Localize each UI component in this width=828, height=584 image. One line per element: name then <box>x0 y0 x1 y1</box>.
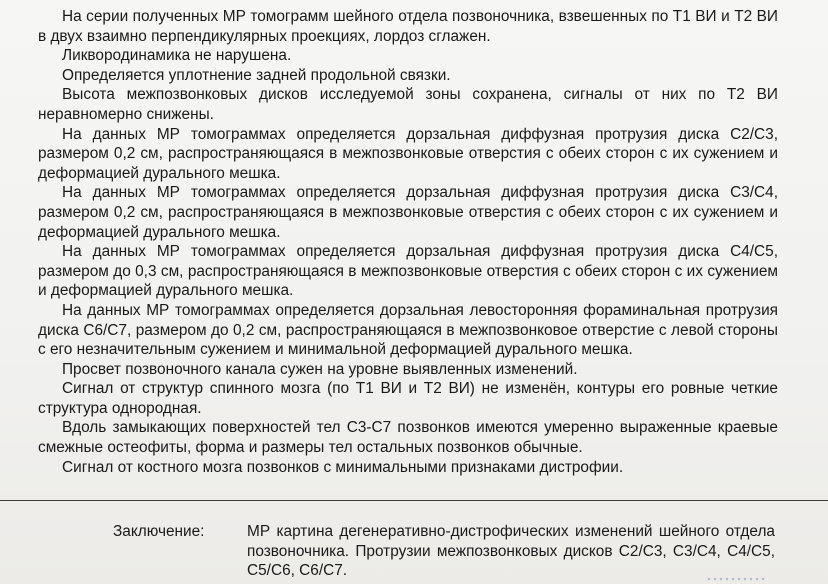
paragraph-osteophytes: Вдоль замыкающих поверхностей тел С3-С7 позвонков имеются умеренно выраженные краевые смежные остеофиты, форма и размеры тел остальных позвонков обычные. <box>38 419 778 457</box>
paragraph-protrusion-c6-c7: На данных МР томограммах определяется дорзальная левосторонняя фораминальная протрузия диска С6/С7, размером до 0,2 см, распространяющаяся в межпозвонковое отверстие с левой стороны с его незначительным сужением и минимальной деформацией дурального мешка. <box>38 301 778 359</box>
paragraph-disc-height: Высота межпозвонковых дисков исследуемой зоны сохранена, сигналы от них по Т2 ВИ неравномерно снижены. <box>38 86 778 123</box>
scan-artifact <box>706 576 766 582</box>
paragraph-spinal-canal: Просвет позвоночного канала сужен на уровне выявленных изменений. <box>62 360 578 378</box>
paragraph-protrusion-c3-c4: На данных МР томограммах определяется дорзальная диффузная протрузия диска С3/С4, размером 0,2 см, распространяющаяся в межпозвонковые отверстия с обеих сторон с их сужением и деформацией дурального мешка. <box>38 184 778 241</box>
paragraph-ligament: Определяется уплотнение задней продольной связки. <box>62 66 451 84</box>
paragraph-protrusion-c2-c3: На данных МР томограммах определяется дорзальная диффузная протрузия диска С2/С3, размером 0,2 см, распространяющаяся в межпозвонковые отверстия с обеих сторон с их сужением и деформацией дурального мешка. <box>38 125 778 182</box>
conclusion-label: Заключение: <box>113 523 205 540</box>
paragraph-t1-t2-lordosis: На серии полученных МР томограмм шейного отдела позвоночника, взвешенных по Т1 ВИ и Т2 ВИ в двух взаимно перпендикулярных проекциях, лордоз сглажен. <box>38 8 778 45</box>
paragraph-liquorodynamics: Ликвородинамика не нарушена. <box>62 47 292 65</box>
paragraph-bone-marrow: Сигнал от костного мозга позвонков с минимальными признаками дистрофии. <box>62 458 624 476</box>
section-divider <box>0 500 828 501</box>
paragraph-spinal-cord-signal: Сигнал от структур спинного мозга (по Т1 ВИ и Т2 ВИ) не изменён, контуры его ровные четкие структура однородная. <box>38 380 778 417</box>
conclusion-text: МР картина дегенеративно-дистрофических изменений шейного отдела позвоночника. Протрузии межпозвонковых дисков С2/С3, С3/С4, С4/С5, С5/С6, С6/С7. <box>247 523 775 580</box>
paragraph-protrusion-c4-c5: На данных МР томограммах определяется дорзальная диффузная протрузия диска С4/С5, размером до 0,3 см, распространяющаяся в межпозвонковые отверстия с обеих сторон с их сужением и деформацией дурального мешка. <box>38 243 778 300</box>
findings-section <box>38 7 778 477</box>
